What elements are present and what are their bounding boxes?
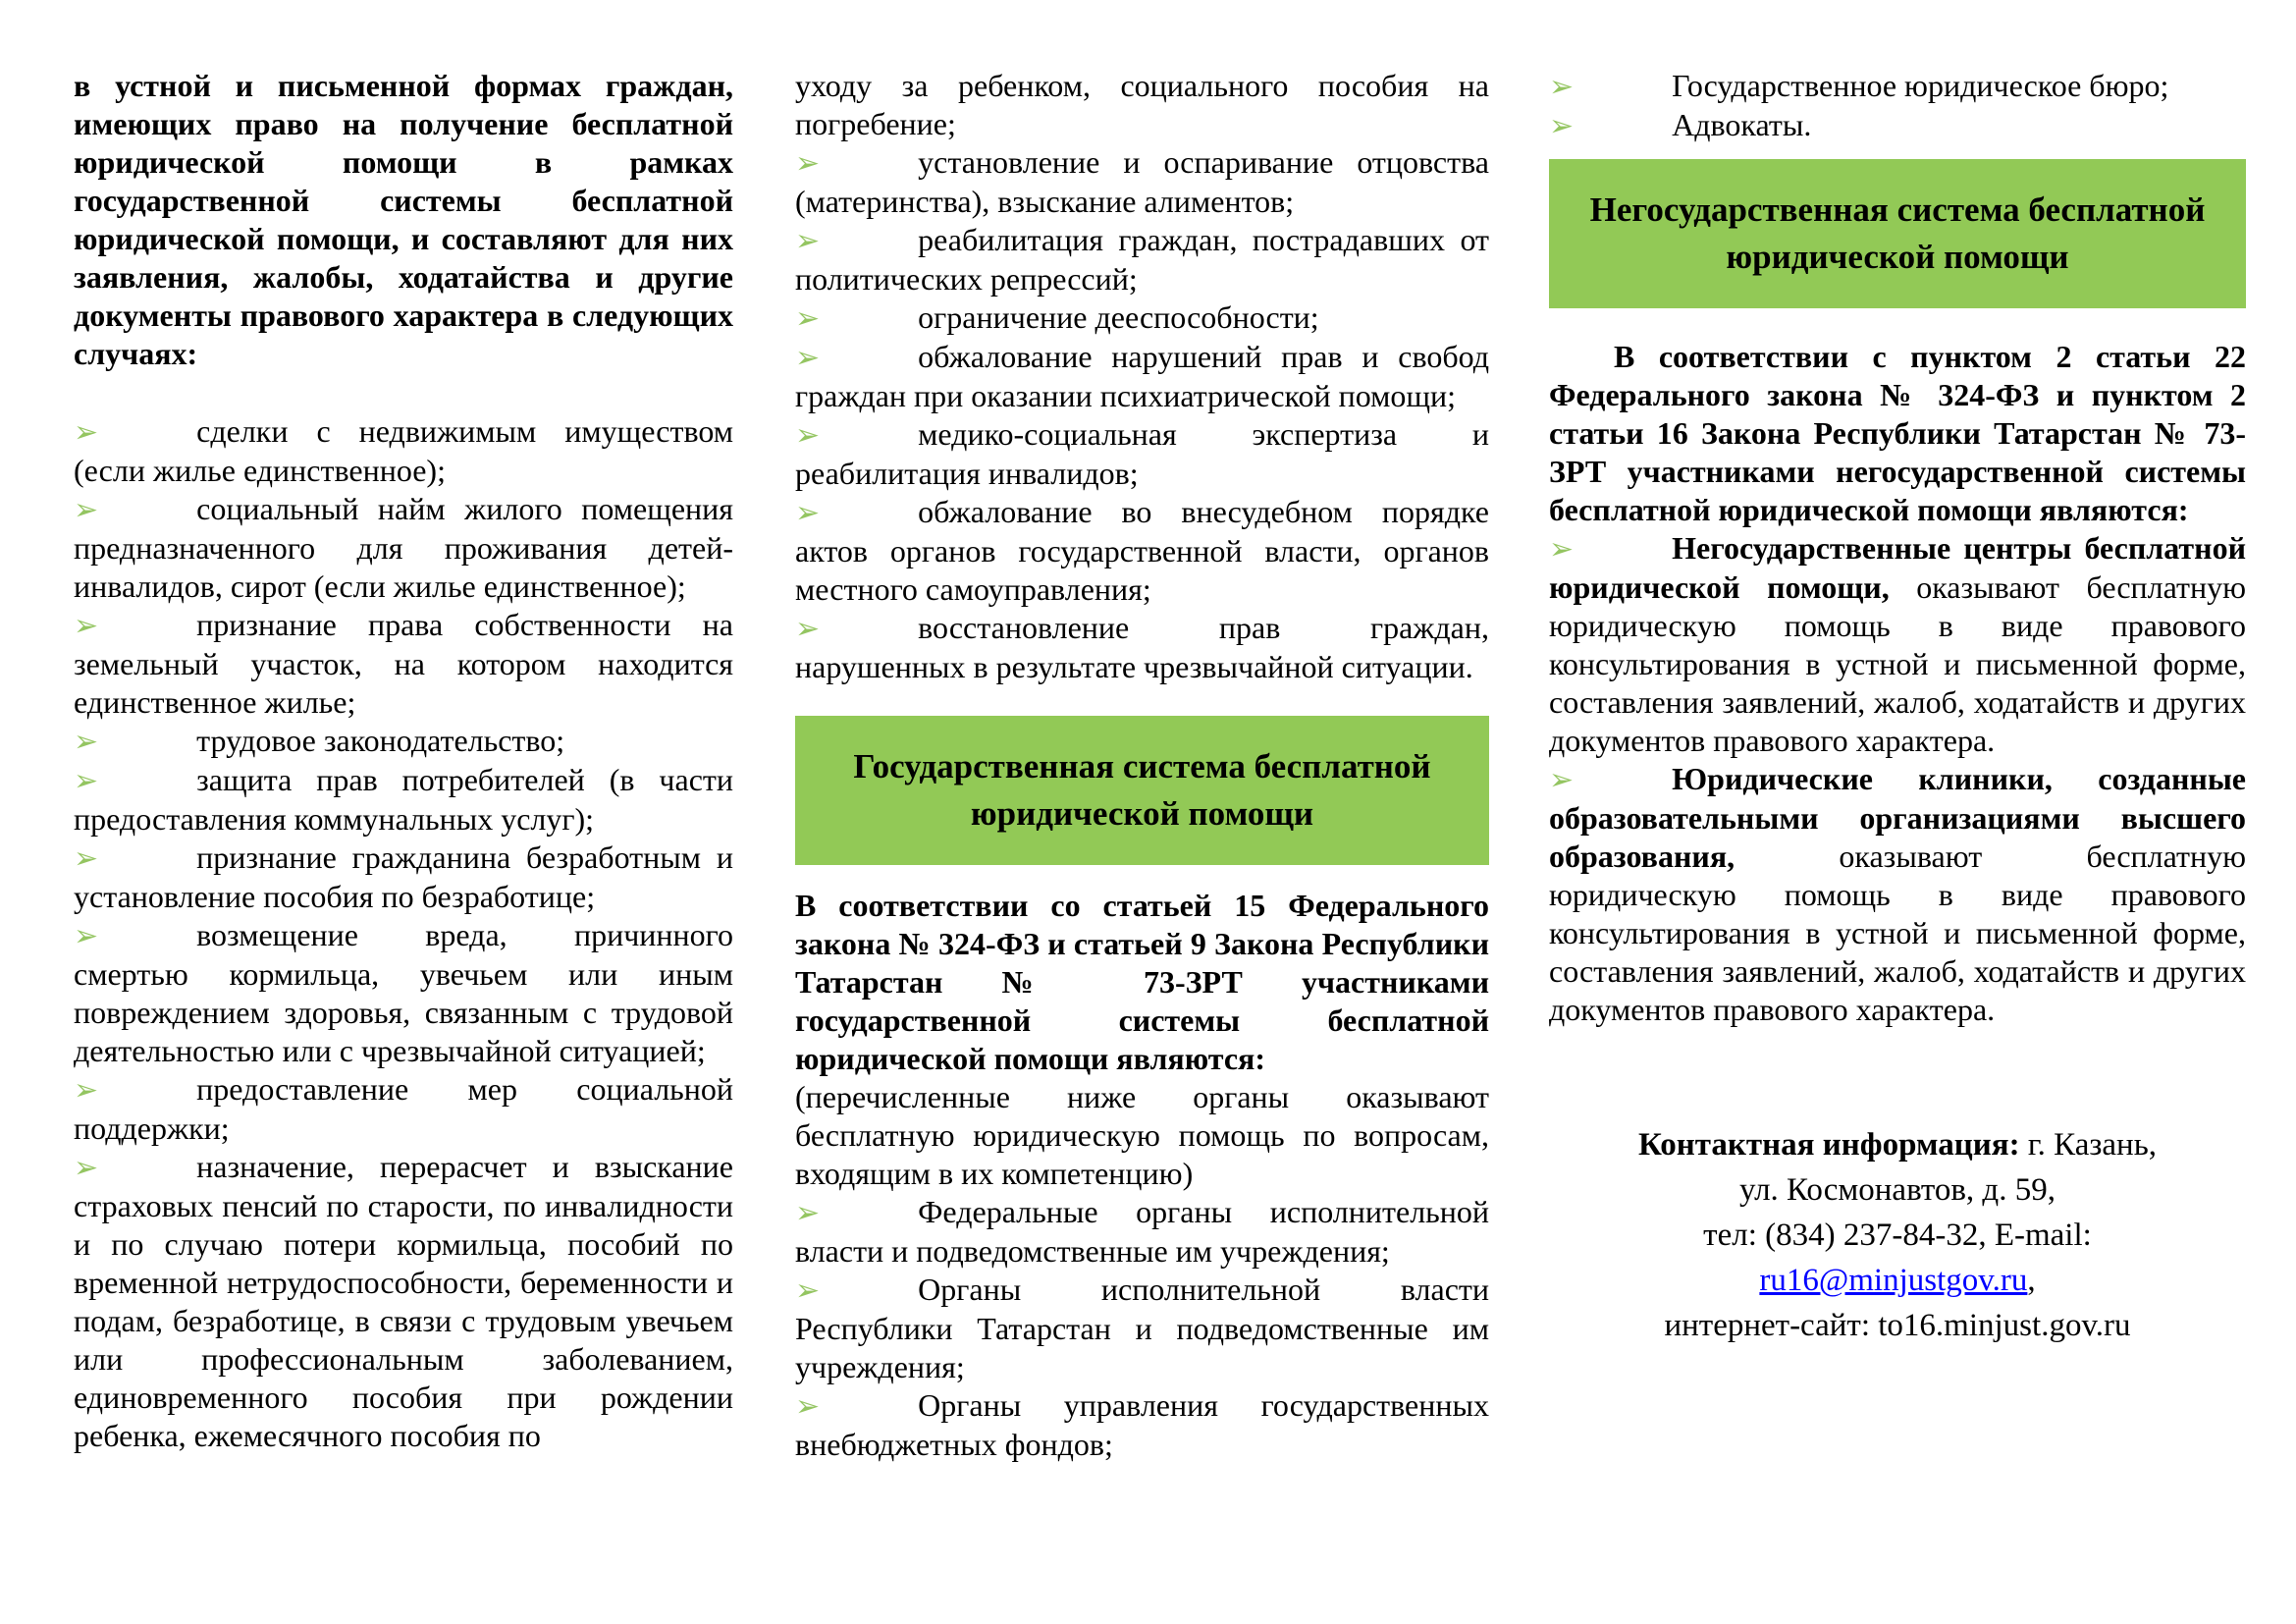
- list-item: [1549, 106, 2246, 145]
- list-item-text: обжалование во внесудебном порядке актов органов государственной власти, органов местного самоуправления;: [795, 494, 1489, 607]
- list-item-text: трудовое законодательство;: [196, 723, 565, 758]
- arrow-bullet-icon: ➢: [795, 1273, 821, 1308]
- arrow-bullet-icon: ➢: [795, 301, 821, 336]
- list-item-text: возмещение вреда, причинного смертью кормильца, увечьем или иным повреждением здоровья, связанным с трудовой деятельностью или с чрезвычайной ситуацией;: [74, 917, 733, 1068]
- list-item-text: медико-социальная экспертиза и реабилитация инвалидов;: [795, 416, 1489, 491]
- intro-paragraph: в устной и письменной формах граждан, имеющих право на получение бесплатной юридической помощи в рамках государственной системы бесплатной юридической помощи, и составляют для них заявления, жалобы, ходатайства и другие документы правового характера в следующих случаях:: [74, 68, 733, 371]
- list-item: [795, 143, 1489, 221]
- arrow-bullet-icon: ➢: [795, 146, 821, 181]
- list-item: [74, 722, 733, 761]
- column-middle: [795, 67, 1489, 1464]
- list-item-text: назначение, перерасчет и взыскание страховых пенсий по старости, по инвалидности и по случаю потери кормильца, пособий по временной нетрудоспособности, беременности и подам, безработице, в связи с трудовым увечьем или профессиональным заболеванием, единовременного пособия при рождении ребенка, ежемесячного пособия по: [74, 1149, 733, 1453]
- contact-city: г. Казань,: [2019, 1127, 2158, 1163]
- list-item: [795, 298, 1489, 338]
- section-header-nonstate-system: [1549, 159, 2246, 308]
- arrow-bullet-icon: ➢: [74, 609, 99, 643]
- continuation-paragraph: уходу за ребенком, социального пособия на погребение;: [795, 68, 1489, 141]
- contact-label: Контактная информация:: [1637, 1127, 2020, 1163]
- list-item-text: Адвокаты.: [1672, 107, 1812, 142]
- note-paragraph: (перечисленные ниже органы оказывают бесплатную юридическую помощь по вопросам, входящим в их компетенцию): [795, 1079, 1489, 1191]
- list-item: [795, 1386, 1489, 1464]
- arrow-bullet-icon: ➢: [74, 764, 99, 798]
- list-item: [74, 606, 733, 722]
- column-left: [74, 67, 733, 1455]
- org-description: оказывают бесплатную юридическую помощь в виде правового консультирования в устной и письменной форме, составления заявлений, жалоб, ходатайств и других документов правового характера.: [1549, 569, 2247, 758]
- org-name: Негосударственные центры бесплатной юридической помощи,: [1549, 530, 2246, 605]
- arrow-bullet-icon: ➢: [74, 415, 99, 450]
- law-paragraph: В соответствии со статьей 15 Федерального закона № 324-ФЗ и статьей 9 Закона Республики Татарстан № 73-ЗРТ участниками государственной системы бесплатной юридической помощи являются:: [795, 888, 1489, 1076]
- org-description: оказывают бесплатную юридическую помощь в виде правового консультирования в устной и письменной форме, составления заявлений, жалоб, ходатайств и других документов правового характера.: [1549, 839, 2246, 1027]
- list-item-text: обжалование нарушений прав и свобод граждан при оказании психиатрической помощи;: [795, 339, 1489, 413]
- list-item: [795, 1271, 1489, 1386]
- arrow-bullet-icon: ➢: [795, 1389, 821, 1424]
- list-item: [74, 412, 733, 490]
- arrow-bullet-icon: ➢: [1549, 70, 1575, 104]
- list-item-text: социальный найм жилого помещения предназначенного для проживания детей-инвалидов, сирот (если жилье единственное);: [74, 491, 733, 604]
- section-header-state-system: [795, 716, 1489, 865]
- contact-line-1: [1549, 1122, 2246, 1167]
- list-item: [795, 493, 1489, 609]
- arrow-bullet-icon: ➢: [1549, 763, 1575, 797]
- list-item: [1549, 529, 2246, 760]
- list-item: [795, 609, 1489, 686]
- list-item: [795, 415, 1489, 493]
- email-suffix: ,: [2027, 1263, 2036, 1298]
- list-item: [74, 839, 733, 916]
- list-item: [795, 221, 1489, 298]
- email-link[interactable]: ru16@minjustgov.ru: [1759, 1263, 2028, 1298]
- contact-line-2: ул. Космонавтов, д. 59,: [1739, 1172, 2056, 1208]
- arrow-bullet-icon: ➢: [74, 493, 99, 527]
- arrow-bullet-icon: ➢: [74, 1073, 99, 1108]
- list-item-text: защита прав потребителей (в части предоставления коммунальных услуг);: [74, 762, 733, 837]
- list-item-text: признание гражданина безработным и установление пособия по безработице;: [74, 839, 733, 914]
- list-item-text: Государственное юридическое бюро;: [1672, 68, 2169, 103]
- list-item-text: предоставление мер социальной поддержки;: [74, 1071, 733, 1146]
- list-item: [1549, 67, 2246, 106]
- spacer: [74, 373, 733, 412]
- section-header-text: Негосударственная система бесплатной юридической помощи: [1589, 190, 2206, 276]
- list-item: [74, 1070, 733, 1148]
- list-item: [74, 761, 733, 839]
- column-right: [1549, 67, 2246, 1348]
- list-item-text: сделки с недвижимым имуществом (если жилье единственное);: [74, 413, 733, 488]
- list-item-text: Федеральные органы исполнительной власти и подведомственные им учреждения;: [795, 1194, 1489, 1269]
- list-item-text: Органы исполнительной власти Республики Татарстан и подведомственные им учреждения;: [795, 1272, 1489, 1384]
- list-item-text: Органы управления государственных внебюджетных фондов;: [795, 1387, 1489, 1462]
- arrow-bullet-icon: ➢: [1549, 532, 1575, 567]
- arrow-bullet-icon: ➢: [795, 1196, 821, 1230]
- arrow-bullet-icon: ➢: [74, 919, 99, 953]
- list-item-text: восстановление прав граждан, нарушенных в результате чрезвычайной ситуации.: [795, 610, 1489, 684]
- arrow-bullet-icon: ➢: [795, 224, 821, 258]
- list-item: [74, 916, 733, 1070]
- contact-block: [1549, 1122, 2246, 1348]
- list-item-text: реабилитация граждан, пострадавших от политических репрессий;: [795, 222, 1489, 297]
- contact-line-3: тел: (834) 237-84-32, E-mail:: [1703, 1218, 2092, 1253]
- arrow-bullet-icon: ➢: [795, 341, 821, 375]
- list-item-text: признание права собственности на земельный участок, на котором находится единственное жилье;: [74, 607, 733, 720]
- law-paragraph: В соответствии с пунктом 2 статьи 22 Федерального закона № 324-ФЗ и пунктом 2 статьи 16 Закона Республики Татарстан № 73-ЗРТ участниками негосударственной системы бесплатной юридической помощи являются:: [1549, 339, 2246, 527]
- org-name: Юридические клиники, созданные образовательными организациями высшего образования,: [1549, 761, 2246, 874]
- arrow-bullet-icon: ➢: [74, 1151, 99, 1185]
- contact-line-5: интернет-сайт: to16.minjust.gov.ru: [1664, 1308, 2131, 1343]
- arrow-bullet-icon: ➢: [795, 496, 821, 530]
- arrow-bullet-icon: ➢: [74, 725, 99, 759]
- list-item: [74, 490, 733, 606]
- list-item: [795, 1193, 1489, 1271]
- section-header-text: Государственная система бесплатной юридической помощи: [853, 747, 1431, 833]
- list-item: [74, 1148, 733, 1455]
- arrow-bullet-icon: ➢: [795, 612, 821, 646]
- arrow-bullet-icon: ➢: [795, 418, 821, 453]
- arrow-bullet-icon: ➢: [74, 841, 99, 876]
- list-item-text: установление и оспаривание отцовства (материнства), взыскание алиментов;: [795, 144, 1489, 219]
- list-item: [795, 338, 1489, 415]
- arrow-bullet-icon: ➢: [1549, 109, 1575, 143]
- list-item: [1549, 760, 2246, 1029]
- contact-line-4: [1549, 1258, 2246, 1303]
- list-item-text: ограничение дееспособности;: [918, 299, 1319, 335]
